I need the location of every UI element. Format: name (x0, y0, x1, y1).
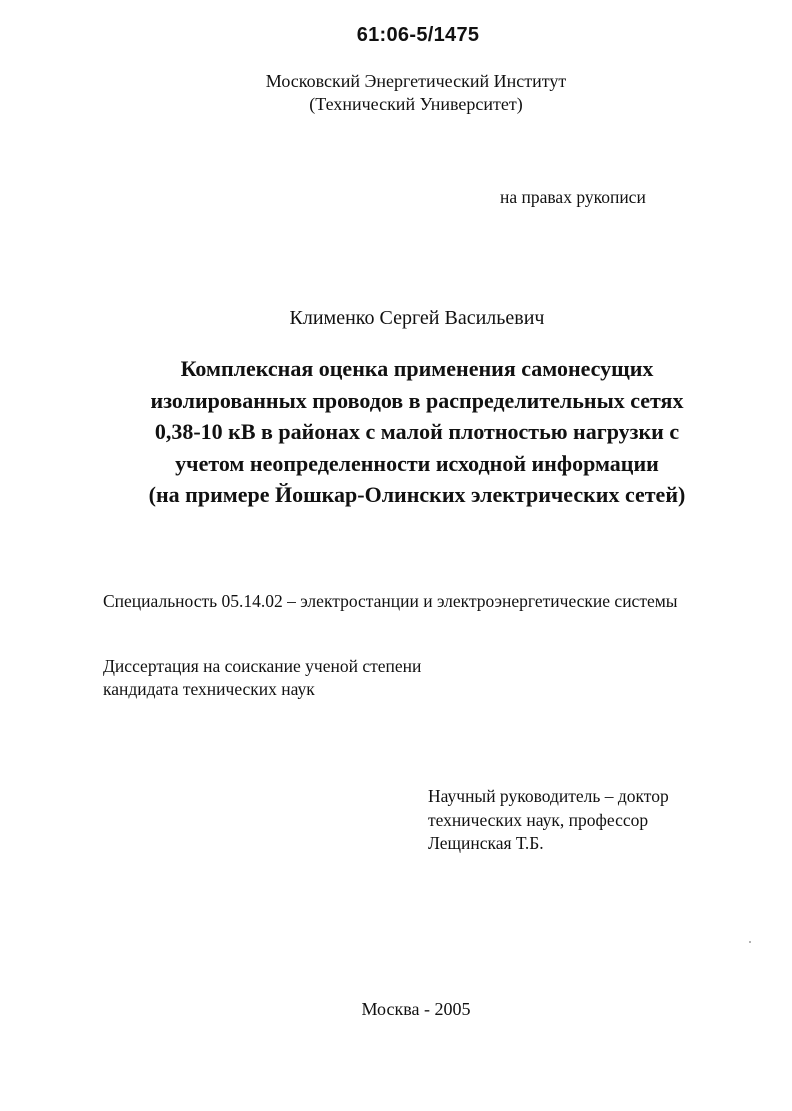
manuscript-note: на правах рукописи (500, 187, 646, 207)
city-year: Москва - 2005 (361, 999, 471, 1019)
title-line: Комплексная оценка применения самонесущих (180, 356, 654, 381)
institution-name: Московский Энергетический Институт (265, 71, 567, 91)
catalog-number: 61:06-5/1475 (356, 24, 480, 46)
supervisor-block (428, 785, 669, 856)
institution-subtitle: (Технический Университет) (309, 94, 523, 114)
author-name: Клименко Сергей Васильевич (289, 307, 545, 329)
degree-statement-line: Диссертация на соискание ученой степени (103, 656, 422, 676)
supervisor-line: Научный руководитель – доктор (428, 786, 669, 806)
degree-statement (103, 655, 421, 701)
supervisor-name: Лещинская Т.Б. (428, 833, 544, 853)
title-line: изолированных проводов в распределительных сетях (150, 387, 684, 413)
dissertation-title (0, 353, 792, 511)
specialty-line: Специальность 05.14.02 – электростанции и электроэнергетические системы (103, 591, 678, 611)
title-line: (на примере Йошкар-Олинских электрических сетей) (148, 482, 686, 507)
institution-heading (0, 70, 792, 116)
supervisor-line: технических наук, профессор (428, 809, 649, 830)
degree-statement-line: кандидата технических наук (103, 679, 315, 699)
title-line: учетом неопределенности исходной информации (175, 450, 659, 476)
title-line: 0,38-10 кВ в районах с малой плотностью нагрузки с (154, 419, 680, 444)
scan-speck (749, 941, 751, 943)
